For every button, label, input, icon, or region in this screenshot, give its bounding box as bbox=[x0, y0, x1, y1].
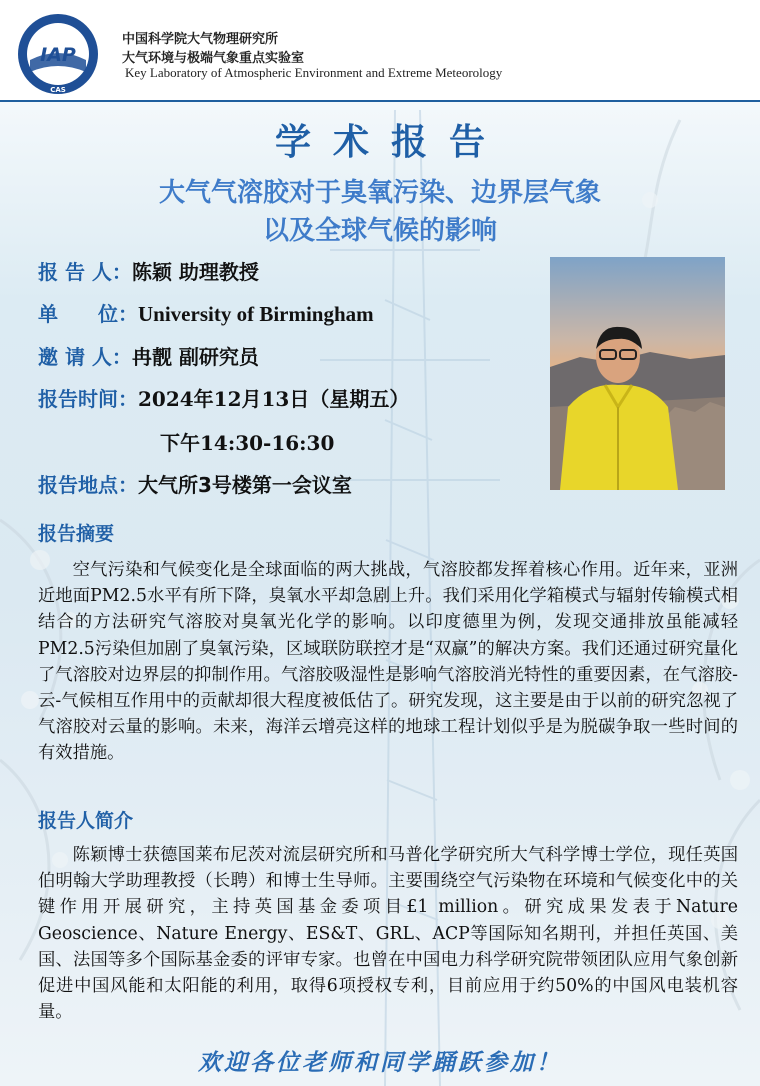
logo-subtext: CAS bbox=[50, 86, 66, 94]
speaker-value: 陈颖 助理教授 bbox=[131, 260, 259, 284]
inviter-row bbox=[38, 341, 259, 370]
abstract-heading: 报告摘要 bbox=[38, 523, 115, 545]
speaker-label: 报 告 人： bbox=[38, 260, 132, 284]
unit-label: 单 位： bbox=[38, 302, 138, 326]
bio-heading: 报告人简介 bbox=[38, 810, 134, 832]
welcome-footer: 欢迎各位老师和同学踊跃参加！ bbox=[198, 1050, 562, 1076]
abstract-text: 空气污染和气候变化是全球面临的两大挑战，气溶胶都发挥着核心作用。近年来，亚洲近地面PM2.5水平有所下降，臭氧水平却急剧上升。我们采用化学箱模式与辐射传输模式相结合的方法研究气溶胶对臭氧光化学的影响。以印度德里为例，发现交通排放虽能减轻PM2.5污染但加剧了臭氧污染，区域联防联控才是“双赢”的解决方案。我们还通过研究量化了气溶胶对边界层的抑制作用。气溶胶吸湿性是影响气溶胶消光特性的重要因素，在气溶胶-云-气候相互作用中的贡献却很大程度被低估了。研究发现，这主要是由于以前的研究忽视了气溶胶对云量的影响。未来，海洋云增亮这样的地球工程计划似乎是为脱碳争取一些时间的有效措施。 bbox=[38, 560, 738, 764]
header-bar bbox=[0, 0, 760, 100]
talk-title-line2: 以及全球气候的影响 bbox=[262, 216, 497, 246]
place-value: 大气所3号楼第一会议室 bbox=[138, 473, 352, 497]
talk-title-line1: 大气气溶胶对于臭氧污染、边界层气象 bbox=[158, 178, 601, 208]
bio-text: 陈颖博士获德国莱布尼茨对流层研究所和马普化学研究所大气科学博士学位，现任英国伯明翰大学助理教授（长聘）和博士生导师。主要围绕空气污染物在环境和气候变化中的关键作用开展研究，主持英国基金委项目£1 million。研究成果发表于Nature Geoscience、Nature Energy、ES&T、GRL、ACP等国际知名期刊，并担任英国、美国、法国等多个国际基金委的评审专家。也曾在中国电力科学研究院带领团队应用气象创新促进中国风能和太阳能的利用，取得6项授权专利，目前应用于约50%的中国风电装机容量。 bbox=[38, 845, 738, 1023]
place-label: 报告地点： bbox=[38, 473, 138, 497]
speaker-row bbox=[38, 256, 259, 285]
iap-logo bbox=[16, 12, 100, 96]
institute-name-cn: 中国科学院大气物理研究所 bbox=[122, 32, 279, 47]
time-value: 2024年12月13日（星期五） bbox=[138, 387, 410, 411]
unit-value: University of Birmingham bbox=[138, 302, 374, 326]
unit-row bbox=[38, 298, 374, 327]
lab-name-en: Key Laboratory of Atmospheric Environment and Extreme Meteorology bbox=[125, 65, 503, 80]
inviter-value: 冉靓 副研究员 bbox=[131, 345, 259, 369]
time-row bbox=[38, 383, 409, 412]
header-divider bbox=[0, 100, 760, 102]
inviter-label: 邀 请 人： bbox=[38, 345, 132, 369]
speaker-photo bbox=[550, 257, 725, 490]
time-label: 报告时间： bbox=[38, 387, 138, 411]
lab-name-cn: 大气环境与极端气象重点实验室 bbox=[122, 51, 305, 66]
place-row bbox=[38, 469, 352, 498]
time-row-2 bbox=[160, 427, 334, 456]
logo-text: IAP bbox=[40, 44, 76, 66]
time-value-2: 下午14:30-16:30 bbox=[160, 431, 335, 455]
page-title: 学术报告 bbox=[274, 122, 507, 163]
